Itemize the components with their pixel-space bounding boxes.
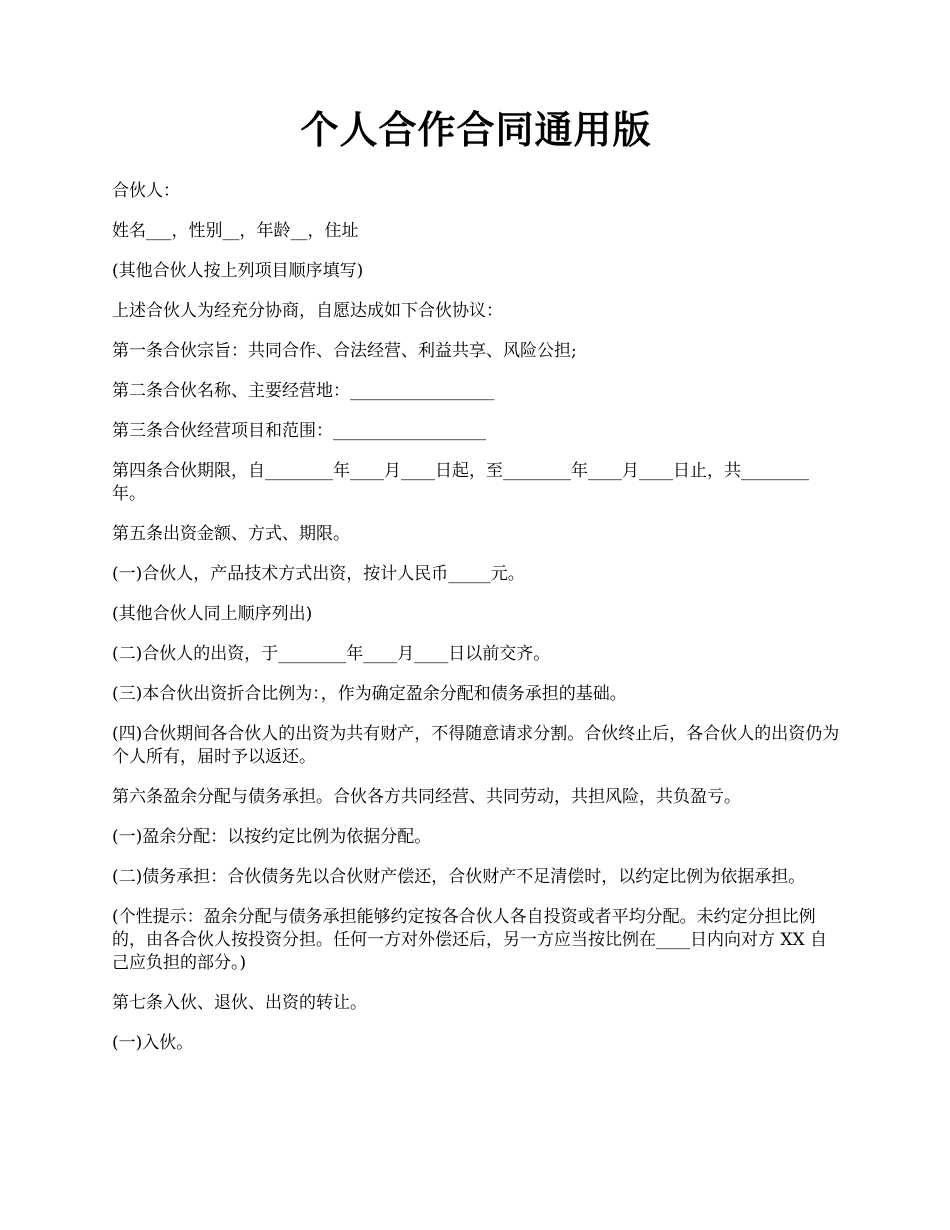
paragraph-article-7: 第七条入伙、退伙、出资的转让。: [112, 992, 367, 1013]
paragraph-article-6-tip: (个性提示：盈余分配与债务承担能够约定按各合伙人各自投资或者平均分配。未约定分担比例的，由各合伙人按投资分担。任何一方对外偿还后，另一方应当按比例在____日内向对方 XX 自己应负担的部分。): [112, 906, 828, 973]
paragraph-article-5-note: (其他合伙人同上顺序列出): [112, 603, 313, 624]
paragraph-article-5-item-1: (一)合伙人，产品技术方式出资，按计人民币_____元。: [112, 563, 525, 584]
paragraph-article-5: 第五条出资金额、方式、期限。: [112, 523, 350, 544]
paragraph-article-5-item-4: (四)合伙期间各合伙人的出资为共有财产，不得随意请求分割。合伙终止后，各合伙人的出资仍为个人所有，届时予以返还。: [112, 723, 840, 767]
paragraph-article-2: 第二条合伙名称、主要经营地：_________________: [112, 380, 495, 401]
paragraph-article-6-item-1: (一)盈余分配：以按约定比例为依据分配。: [112, 826, 432, 847]
paragraph-agreement-intro: 上述合伙人为经充分协商，自愿达成如下合伙协议：: [112, 300, 503, 321]
paragraph-other-partners-note: (其他合伙人按上列项目顺序填写): [112, 260, 364, 281]
paragraph-article-6-item-2: (二)债务承担：合伙债务先以合伙财产偿还，合伙财产不足清偿时，以约定比例为依据承担。: [112, 866, 806, 887]
paragraph-partner-info: 姓名___，性别__，年龄__，住址: [112, 220, 359, 241]
paragraph-article-1: 第一条合伙宗旨：共同合作、合法经营、利益共享、风险公担;: [112, 340, 577, 361]
paragraph-article-5-item-2: (二)合伙人的出资，于________年____月____日以前交齐。: [112, 643, 551, 664]
paragraph-article-7-item-1: (一)入伙。: [112, 1032, 194, 1053]
paragraph-article-3: 第三条合伙经营项目和范围：__________________: [112, 420, 486, 441]
paragraph-article-4: 第四条合伙期限，自________年____月____日起，至________年____月____日止，共________年。: [112, 460, 809, 504]
paragraph-article-5-item-3: (三)本合伙出资折合比例为：，作为确定盈余分配和债务承担的基础。: [112, 683, 627, 704]
paragraph-partners-heading: 合伙人：: [112, 180, 180, 201]
document-title: 个人合作合同通用版: [300, 108, 652, 152]
paragraph-article-6: 第六条盈余分配与债务承担。合伙各方共同经营、共同劳动，共担风险，共负盈亏。: [112, 786, 741, 807]
